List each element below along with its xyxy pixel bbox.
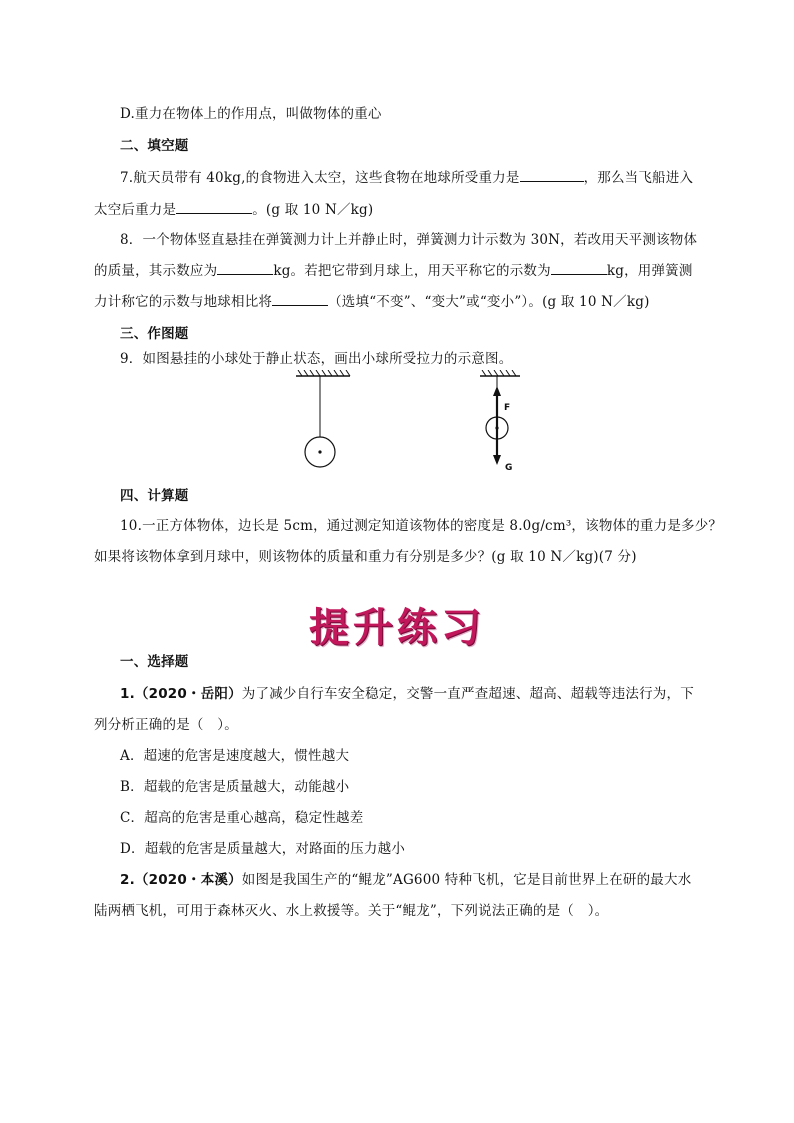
question-8-text-b: kg。若把它带到月球上，用天平称它的示数为 <box>273 263 551 279</box>
answer-blank[interactable] <box>217 262 273 275</box>
question-8-text-a: 的质量，其示数应为 <box>94 263 218 279</box>
question-10-line-1: 10.一正方体物体，边长是 5cm，通过测定知道该物体的密度是 8.0g/cm³，该物体的重力是多少？ <box>120 518 723 534</box>
ball-center-dot <box>318 450 321 453</box>
option-d-text: D.重力在物体上的作用点，叫做物体的重心 <box>120 106 382 122</box>
question-8-text-e: （选填“不变”、“变大”或“变小”）。(g 取 10 N／kg) <box>328 294 650 310</box>
section-heading-calculation: 四、计算题 <box>120 488 189 504</box>
problem-1-source: 1.（2020・岳阳） <box>120 686 242 702</box>
question-8-text-d: 力计称它的示数与地球相比将 <box>94 294 273 310</box>
option-c: C．超高的危害是重心越高，稳定性越差 <box>120 810 364 826</box>
section-heading-fill-blank: 二、填空题 <box>120 138 189 154</box>
question-7-text-a: 7.航天员带有 40kg,的食物进入太空，这些食物在地球所受重力是 <box>120 170 520 186</box>
section-heading-drawing: 三、作图题 <box>120 326 189 342</box>
section-title: 提升练习 <box>309 605 485 651</box>
ceiling-hatch <box>298 370 350 376</box>
question-8-line-2 <box>94 259 693 279</box>
question-9-text: 9．如图悬挂的小球处于静止状态，画出小球所受拉力的示意图。 <box>120 351 513 367</box>
answer-blank[interactable] <box>520 169 584 182</box>
section-heading-choice: 一、选择题 <box>120 654 189 670</box>
question-7-line-1 <box>120 166 693 186</box>
question-7-line-2 <box>94 198 373 218</box>
problem-1-line-1 <box>120 682 694 702</box>
question-7-text-d: 。(g 取 10 N／kg) <box>252 202 374 218</box>
problem-1-text-a: 为了减少自行车安全稳定，交警一直严查超速、超高、超载等违法行为，下 <box>241 686 694 702</box>
question-8-line-1: 8．一个物体竖直悬挂在弹簧测力计上并静止时，弹簧测力计示数为 30N，若改用天平测该物体 <box>120 232 698 248</box>
problem-2-text-a: 如图是我国生产的“鲲龙”AG600 特种飞机，它是目前世界上在研的最大水 <box>241 872 692 888</box>
option-a: A．超速的危害是速度越大，惯性越大 <box>120 748 350 764</box>
answer-blank[interactable] <box>551 262 607 275</box>
question-10-line-2: 如果将该物体拿到月球中，则该物体的质量和重力有分别是多少？(g 取 10 N／kg)(7 分) <box>94 549 637 565</box>
question-8-line-3 <box>94 290 650 310</box>
problem-2-line-1 <box>120 868 691 888</box>
force-label-g: G <box>505 463 513 473</box>
tension-arrow-head <box>493 386 501 396</box>
answer-blank[interactable] <box>272 293 328 306</box>
gravity-arrow-head <box>493 455 501 465</box>
problem-2-line-2: 陆两栖飞机，可用于森林灭火、水上救援等。关于“鲲龙”，下列说法正确的是（ ）。 <box>94 903 609 919</box>
problem-2-source: 2.（2020・本溪） <box>120 872 242 888</box>
option-b: B．超载的危害是质量越大，动能越小 <box>120 779 350 795</box>
question-7-text-c: 太空后重力是 <box>94 202 177 218</box>
force-label-f: F <box>504 403 511 413</box>
hanging-ball-figure <box>290 370 360 472</box>
question-8-text-c: kg，用弹簧测 <box>606 263 693 279</box>
ceiling-hatch <box>482 370 516 376</box>
option-d: D．超载的危害是质量越大，对路面的压力越小 <box>120 841 406 857</box>
force-diagram-figure <box>470 370 530 474</box>
problem-1-line-2: 列分析正确的是（ ）。 <box>94 717 238 733</box>
answer-blank[interactable] <box>176 201 252 214</box>
question-7-text-b: ，那么当飞船进入 <box>583 170 694 186</box>
